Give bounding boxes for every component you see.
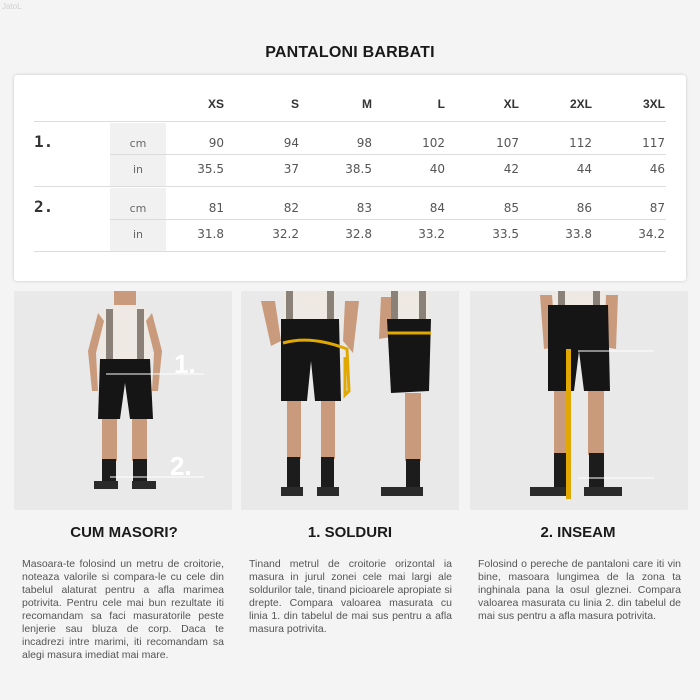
table-cell: 35.5 <box>197 162 224 176</box>
heading-hips: 1. SOLDURI <box>307 524 393 541</box>
table-cell: 42 <box>503 162 519 176</box>
size-header-l: L <box>437 97 445 111</box>
table-cell: 90 <box>208 136 224 150</box>
table-cell: 33.2 <box>418 227 445 241</box>
size-header-2xl: 2XL <box>569 97 592 111</box>
table-cell: 31.8 <box>197 227 224 241</box>
header-divider <box>34 121 666 122</box>
page-title: PANTALONI BARBATI <box>265 44 435 61</box>
table-cell: 84 <box>429 201 445 215</box>
size-table <box>14 75 686 281</box>
table-cell: 83 <box>356 201 372 215</box>
table-cell: 94 <box>283 136 299 150</box>
photo-inseam-measure <box>470 291 688 510</box>
figure-illustration <box>14 291 232 510</box>
inseam-illustration <box>470 291 688 510</box>
table-cell: 33.8 <box>565 227 592 241</box>
photo-how-to-measure <box>14 291 232 510</box>
table-cell: 37 <box>283 162 299 176</box>
table-cell: 44 <box>576 162 592 176</box>
marker-inseam: 2. <box>170 451 192 481</box>
size-header-s: S <box>290 97 299 111</box>
table-cell: 33.5 <box>492 227 519 241</box>
size-header-xl: XL <box>503 97 519 111</box>
table-cell: 86 <box>576 201 592 215</box>
table-cell: 102 <box>422 136 445 150</box>
text-how-to-measure: Masoara-te folosind un metru de croitorie, noteaza valorile si compara-le cu cele din tabelul alaturat pentru a afla marimea potrivita. Pentru cele mai bun rezultate iti recomandam sa faci masuratorile peste lenjerie sau bluza de corp. Daca te incadrezi intre marimi, iti recomandam sa alegi masura imediat mai mare. <box>22 558 224 661</box>
row-divider <box>110 154 666 155</box>
table-cell: 38.5 <box>345 162 372 176</box>
unit-cm: cm <box>129 202 147 215</box>
table-cell: 107 <box>496 136 519 150</box>
table-cell: 81 <box>208 201 224 215</box>
table-cell: 98 <box>356 136 372 150</box>
row-divider <box>110 219 666 220</box>
group-divider <box>34 186 666 187</box>
marker-hips: 1. <box>174 349 196 379</box>
group-divider <box>34 251 666 252</box>
unit-cm: cm <box>129 137 147 150</box>
heading-how-to-measure: CUM MASORI? <box>70 524 178 541</box>
size-header-xs: XS <box>207 97 224 111</box>
table-cell: 32.8 <box>345 227 372 241</box>
text-inseam: Folosind o pereche de pantaloni care iti vin bine, masoara lungimea de la zona ta inghinala pana la osul gleznei. Compara valoarea masurata cu linia 2. din tabelul de mai sus pentru a afla masura potrivita. <box>478 558 681 622</box>
table-cell: 117 <box>642 136 665 150</box>
table-cell: 87 <box>649 201 665 215</box>
size-header-m: M <box>362 97 372 111</box>
table-cell: 46 <box>649 162 665 176</box>
unit-in: in <box>132 163 144 176</box>
row-label-hips: 1. <box>34 132 54 151</box>
table-cell: 82 <box>283 201 299 215</box>
photo-hips-measure <box>241 291 459 510</box>
text-hips: Tinand metrul de croitorie orizontal ia masura in jurul zonei cele mai largi ale soldurilor tale, tinand picioarele apropiate si drepte. Compara valoarea masurata cu linia 1. din tabelul de mai sus pentru a afla masura potrivita. <box>249 558 452 635</box>
row-label-inseam: 2. <box>34 197 54 216</box>
unit-in: in <box>132 228 144 241</box>
hips-illustration <box>241 291 459 510</box>
size-header-3xl: 3XL <box>642 97 665 111</box>
table-cell: 32.2 <box>272 227 299 241</box>
heading-inseam: 2. INSEAM <box>540 524 616 541</box>
table-cell: 112 <box>569 136 592 150</box>
table-cell: 85 <box>503 201 519 215</box>
table-cell: 34.2 <box>638 227 665 241</box>
watermark: JatoL <box>2 2 22 11</box>
table-cell: 40 <box>429 162 445 176</box>
